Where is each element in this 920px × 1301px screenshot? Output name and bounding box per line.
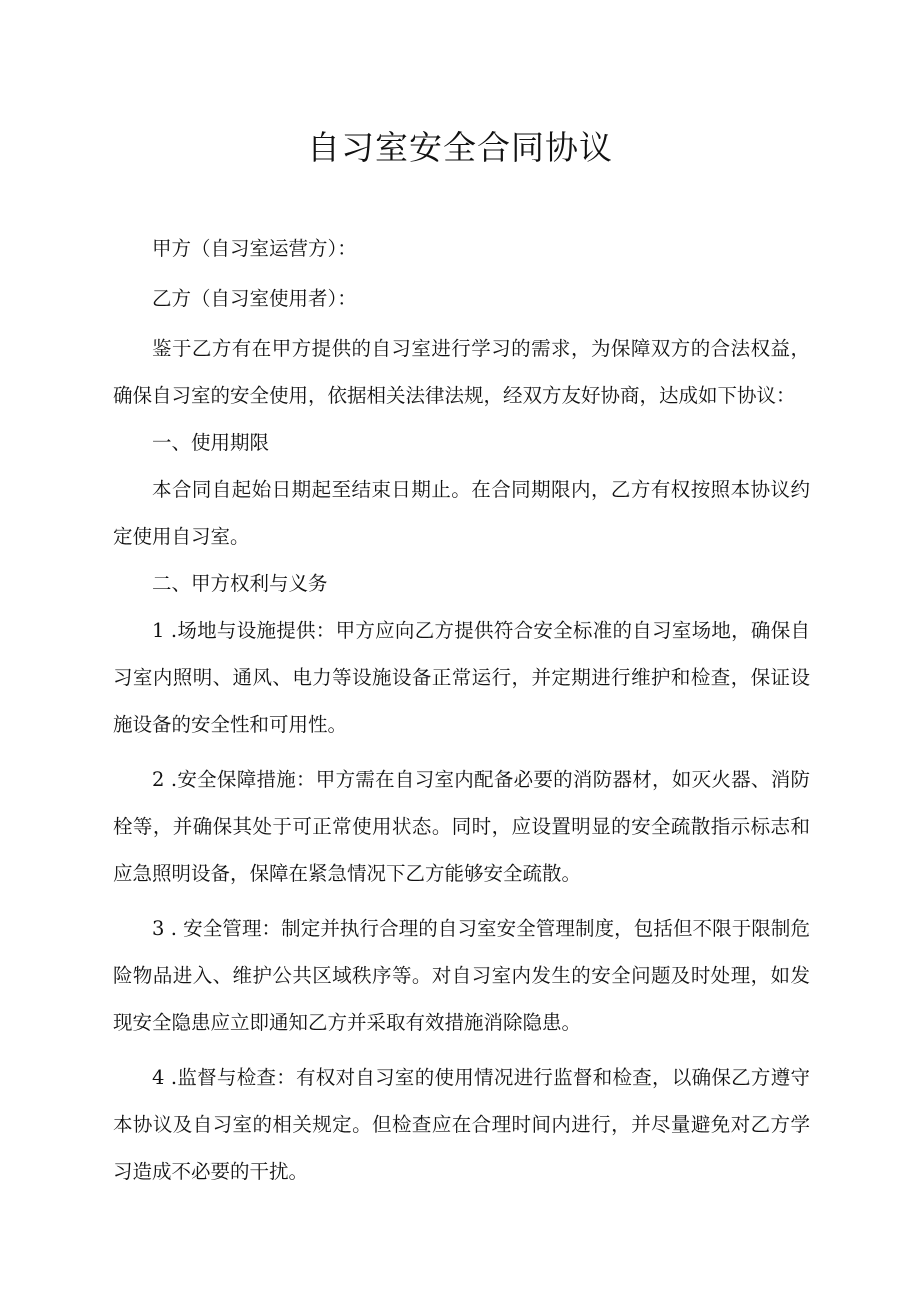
clause-3-paragraph: 3 . 安全管理：制定并执行合理的自习室安全管理制度，包括但不限于限制危险物品进入、维护公共区域秩序等。对自习室内发生的安全问题及时处理，如发现安全隐患应立即通知乙方并采取有效措施消除隐患。 — [113, 917, 810, 1034]
document-title: 自习室安全合同协议 — [307, 128, 613, 167]
clause-4-paragraph: 4 .监督与检查：有权对自习室的使用情况进行监督和检查，以确保乙方遵守本协议及自习室的相关规定。但检查应在合理时间内进行，并尽量避免对乙方学习造成不必要的干扰。 — [113, 1066, 810, 1183]
party-b-line: 乙方（自习室使用者）： — [152, 287, 357, 310]
preamble-paragraph: 鉴于乙方有在甲方提供的自习室进行学习的需求，为保障双方的合法权益，确保自习室的安全使用，依据相关法律法规，经双方友好协商，达成如下协议： — [113, 337, 810, 407]
section-heading-party-a-rights: 二、甲方权利与义务 — [152, 572, 328, 595]
party-a-line: 甲方（自习室运营方）： — [152, 237, 357, 260]
section-heading-term: 一、使用期限 — [152, 431, 270, 454]
clause-2-paragraph: 2 .安全保障措施：甲方需在自习室内配备必要的消防器材，如灭火器、消防栓等，并确保其处于可正常使用状态。同时，应设置明显的安全疏散指示标志和应急照明设备，保障在紧急情况下乙方能够安全疏散。 — [113, 768, 810, 885]
clause-1-paragraph: 1 .场地与设施提供：甲方应向乙方提供符合安全标准的自习室场地，确保自习室内照明、通风、电力等设施设备正常运行，并定期进行维护和检查，保证设施设备的安全性和可用性。 — [113, 619, 810, 736]
document-body — [113, 225, 810, 1195]
term-paragraph: 本合同自起始日期起至结束日期止。在合同期限内，乙方有权按照本协议约定使用自习室。 — [113, 478, 810, 548]
